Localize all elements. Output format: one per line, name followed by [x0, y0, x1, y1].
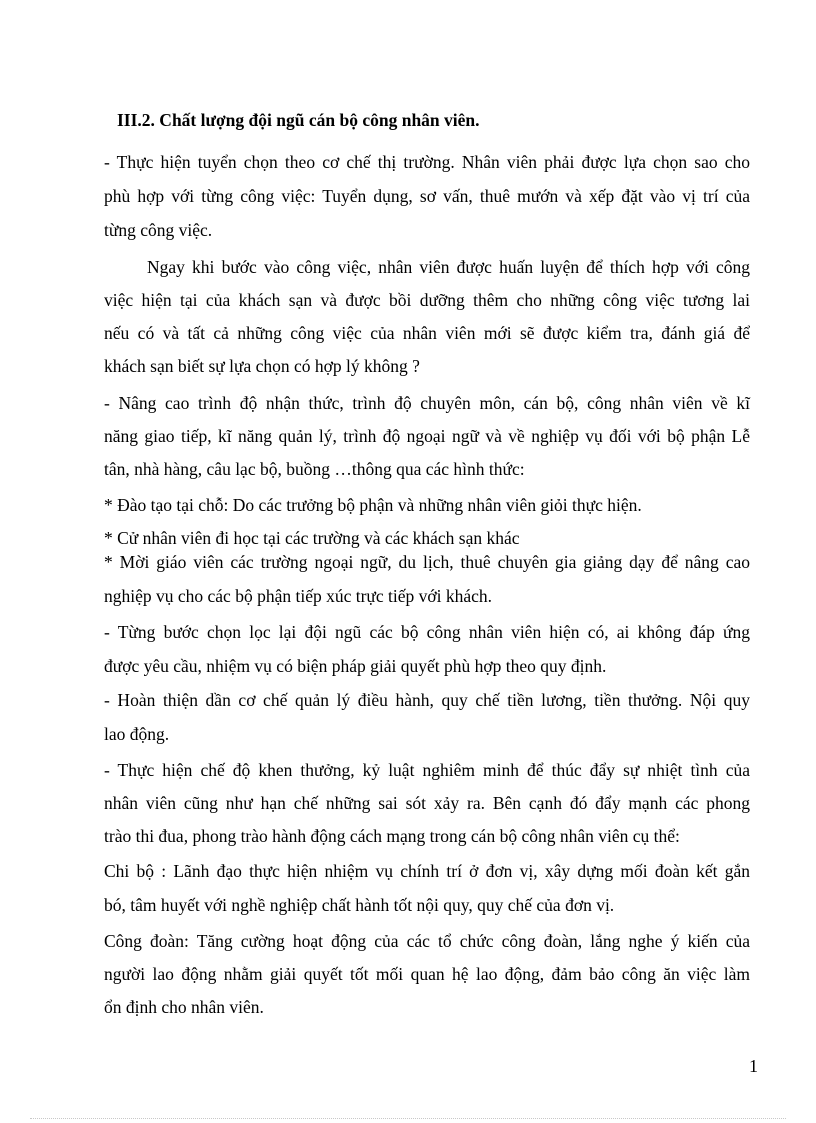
paragraph-line: - Thực hiện tuyển chọn theo cơ chế thị trường. Nhân viên phải được lựa chọn sao cho	[104, 152, 750, 172]
paragraph-line: phù hợp với từng công việc: Tuyển dụng, sơ vấn, thuê mướn và xếp đặt vào vị trí của	[104, 186, 750, 206]
paragraph-line: từng công việc.	[104, 220, 213, 240]
list-item: * Đào tạo tại chỗ: Do các trưởng bộ phận và những nhân viên giỏi thực hiện.	[104, 495, 642, 515]
paragraph-line: - Thực hiện chế độ khen thưởng, kỷ luật nghiêm minh để thúc đẩy sự nhiệt tình của	[104, 760, 750, 780]
paragraph-line: tân, nhà hàng, câu lạc bộ, buồng …thông qua các hình thức:	[104, 459, 525, 479]
paragraph-line: ổn định cho nhân viên.	[104, 997, 264, 1017]
paragraph-line: được yêu cầu, nhiệm vụ có biện pháp giải quyết phù hợp theo quy định.	[104, 656, 607, 676]
footer-divider	[30, 1118, 786, 1119]
paragraph-line: năng giao tiếp, kĩ năng quản lý, trình độ ngoại ngữ và về nghiệp vụ đối với bộ phận Lễ	[104, 426, 750, 446]
paragraph-line: Chi bộ : Lãnh đạo thực hiện nhiệm vụ chính trí ở đơn vị, xây dựng mối đoàn kết gắn	[104, 861, 750, 881]
paragraph-line: nghiệp vụ cho các bộ phận tiếp xúc trực tiếp với khách.	[104, 586, 493, 606]
paragraph-line: khách sạn biết sự lựa chọn có hợp lý không ?	[104, 356, 420, 376]
list-item: * Cử nhân viên đi học tại các trường và các khách sạn khác	[104, 528, 520, 548]
page-number: 1	[749, 1056, 758, 1076]
paragraph-line: bó, tâm huyết với nghề nghiệp chất hành tốt nội quy, quy chế của đơn vị.	[104, 895, 615, 915]
paragraph-line: lao động.	[104, 724, 170, 744]
paragraph-line: việc hiện tại của khách sạn và được bồi dưỡng thêm cho những công việc tương lai	[104, 290, 750, 310]
paragraph-line: - Nâng cao trình độ nhận thức, trình độ chuyên môn, cán bộ, công nhân viên về kĩ	[104, 393, 750, 413]
paragraph-line: nhân viên cũng như hạn chế những sai sót xảy ra. Bên cạnh đó đẩy mạnh các phong	[104, 793, 750, 813]
paragraph-line: - Hoàn thiện dần cơ chế quản lý điều hành, quy chế tiền lương, tiền thưởng. Nội quy	[104, 690, 750, 710]
paragraph-line: người lao động nhằm giải quyết tốt mối quan hệ lao động, đảm bảo công ăn việc làm	[104, 964, 750, 984]
paragraph-line: Công đoàn: Tăng cường hoạt động của các tổ chức công đoàn, lắng nghe ý kiến của	[104, 931, 750, 951]
paragraph-line: nếu có và tất cả những công việc của nhân viên mới sẽ được kiểm tra, đánh giá để	[104, 323, 750, 343]
section-heading: III.2. Chất lượng đội ngũ cán bộ công nhân viên.	[117, 110, 480, 130]
paragraph-line: - Từng bước chọn lọc lại đội ngũ các bộ công nhân viên hiện có, ai không đáp ứng	[104, 622, 750, 642]
paragraph-line: trào thi đua, phong trào hành động cách mạng trong cán bộ công nhân viên cụ thể:	[104, 826, 680, 846]
list-item: * Mời giáo viên các trường ngoại ngữ, du lịch, thuê chuyên gia giảng dạy để nâng cao	[104, 552, 750, 572]
paragraph-line: Ngay khi bước vào công việc, nhân viên được huấn luyện để thích hợp với công	[147, 257, 750, 277]
